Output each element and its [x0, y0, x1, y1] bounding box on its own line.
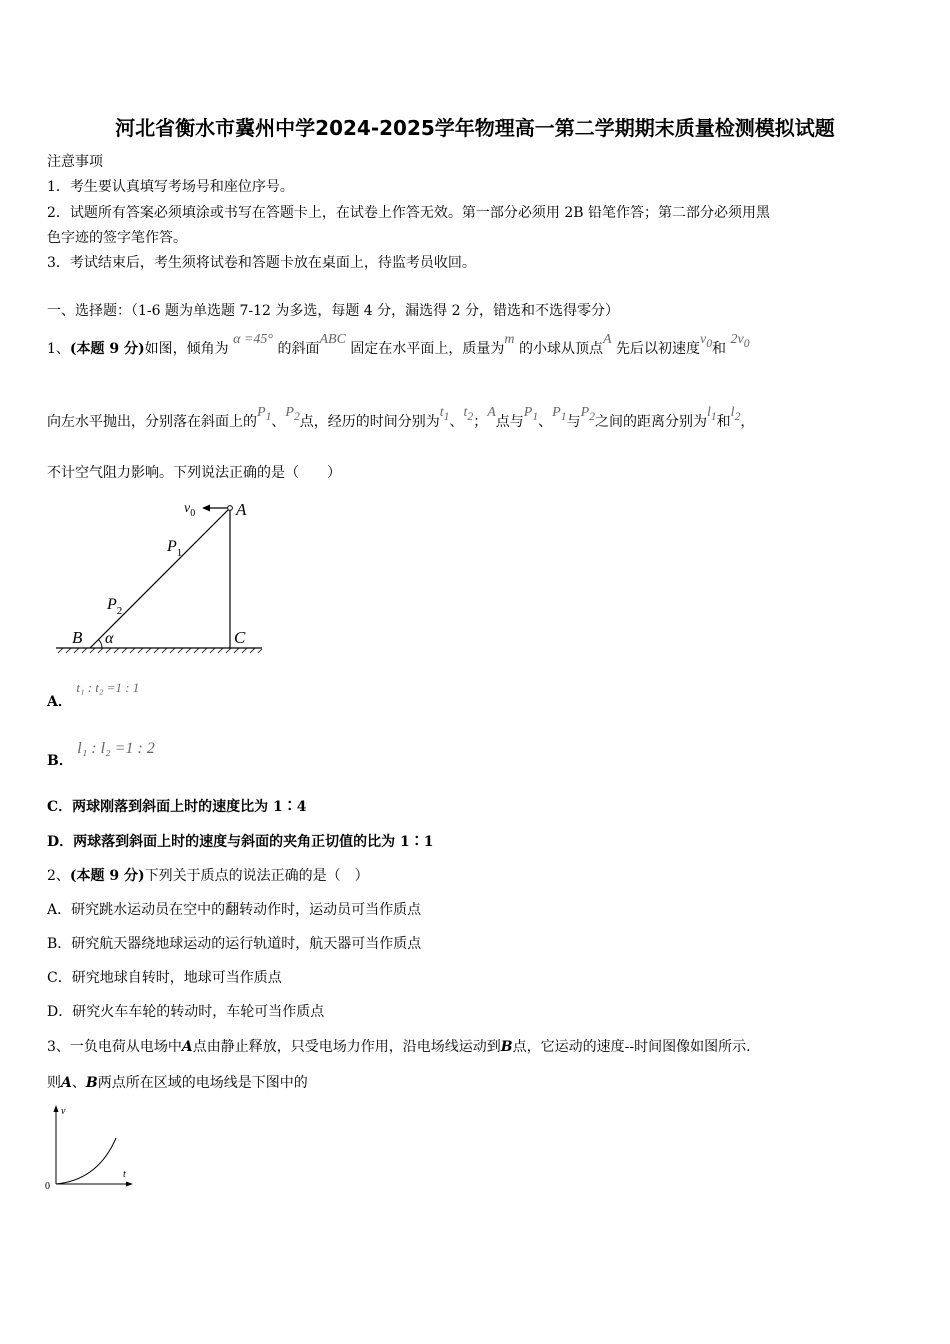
ball-at-A [228, 506, 233, 511]
graph-label-origin: 0 [45, 1181, 50, 1192]
label-P2: $P_2$ [107, 596, 123, 617]
label-A: A [236, 500, 247, 519]
q1-option-a: A． t₁ : t₂ =1 : 1 [47, 680, 140, 710]
label-P1: $P_1$ [167, 538, 183, 559]
q1-option-c: C．两球刚落到斜面上时的速度比为 1∶4 [47, 799, 307, 815]
q2-stem: 2、(本题 9 分)下列关于质点的说法正确的是（ ） [47, 868, 369, 884]
velocity-time-graph [40, 1102, 140, 1194]
label-C: C [234, 628, 246, 647]
q3-line-2: 则A、B两点所在区域的电场线是下图中的 [47, 1075, 308, 1091]
q1-line-2: 向左水平抛出，分别落在斜面上的$P_1$、$P_2$点，经历的时间分别为$t_1$、$t_2$；A点与$P_1$、$P_1$与$P_2$之间的距离分别为$l_1$和$l_2$， [47, 405, 755, 430]
q1-option-b-formula: l₁ : l₂ =1 : 2 [77, 740, 155, 757]
vt-curve [56, 1138, 116, 1184]
q1-number: 1、 [47, 341, 70, 357]
graph-label-v: v [61, 1106, 66, 1117]
q1-option-d: D．两球落到斜面上时的速度与斜面的夹角正切值的比为 1∶1 [47, 834, 434, 850]
q1-alpha-eq: α =45° [233, 332, 274, 347]
angle-arc [99, 640, 103, 649]
q2-option-d: D．研究火车车轮的转动时，车轮可当作质点 [47, 1004, 325, 1020]
notice-heading: 注意事项 [47, 154, 103, 170]
incline-surface [90, 508, 230, 648]
label-v0: $v_0$ [184, 501, 196, 519]
q2-option-a: A．研究跳水运动员在空中的翻转动作时，运动员可当作质点 [47, 902, 422, 918]
label-B: B [72, 628, 83, 647]
notice-item-1: 1．考生要认真填写考场号和座位序号。 [47, 179, 294, 195]
q1-option-b: B． l₁ : l₂ =1 : 2 [47, 740, 155, 769]
q2-option-b: B．研究航天器绕地球运动的运行轨道时，航天器可当作质点 [47, 936, 422, 952]
notice-item-2: 2．试题所有答案必须填涂或书写在答题卡上，在试卷上作答无效。第一部分必须用 2B 铅笔作答；第二部分必须用黑 [47, 205, 770, 221]
exam-title: 河北省衡水市冀州中学2024-2025学年物理高一第二学期期末质量检测模拟试题 [115, 116, 835, 140]
notice-item-2-cont: 色字迹的签字笔作答。 [47, 230, 187, 246]
q3-line-1: 3、一负电荷从电场中A点由静止释放，只受电场力作用，沿电场线运动到B点，它运动的速度--时间图像如图所示. [47, 1039, 751, 1055]
ground-hatch [58, 648, 262, 653]
q2-option-c: C．研究地球自转时，地球可当作质点 [47, 970, 282, 986]
q1-line-1: 1、(本题 9 分)如图，倾角为 α =45° 的斜面ABC 固定在水平面上，质量为m 的小球从顶点A 先后以初速度$v_0$和 $2v_0$ [47, 332, 750, 357]
q1-line-3: 不计空气阻力影响。下列说法正确的是（ ） [47, 465, 341, 481]
q1-tag: (本题 9 分) [69, 341, 145, 357]
section-heading: 一、选择题：（1-6 题为单选题 7-12 为多选，每题 4 分，漏选得 2 分，错选和不选得零分） [47, 303, 619, 319]
graph-label-t: t [123, 1169, 126, 1180]
label-alpha: α [105, 630, 114, 647]
incline-figure [50, 492, 270, 662]
q1-option-a-formula: t₁ : t₂ =1 : 1 [76, 680, 140, 695]
notice-item-3: 3．考试结束后，考生须将试卷和答题卡放在桌面上，待监考员收回。 [47, 255, 476, 271]
